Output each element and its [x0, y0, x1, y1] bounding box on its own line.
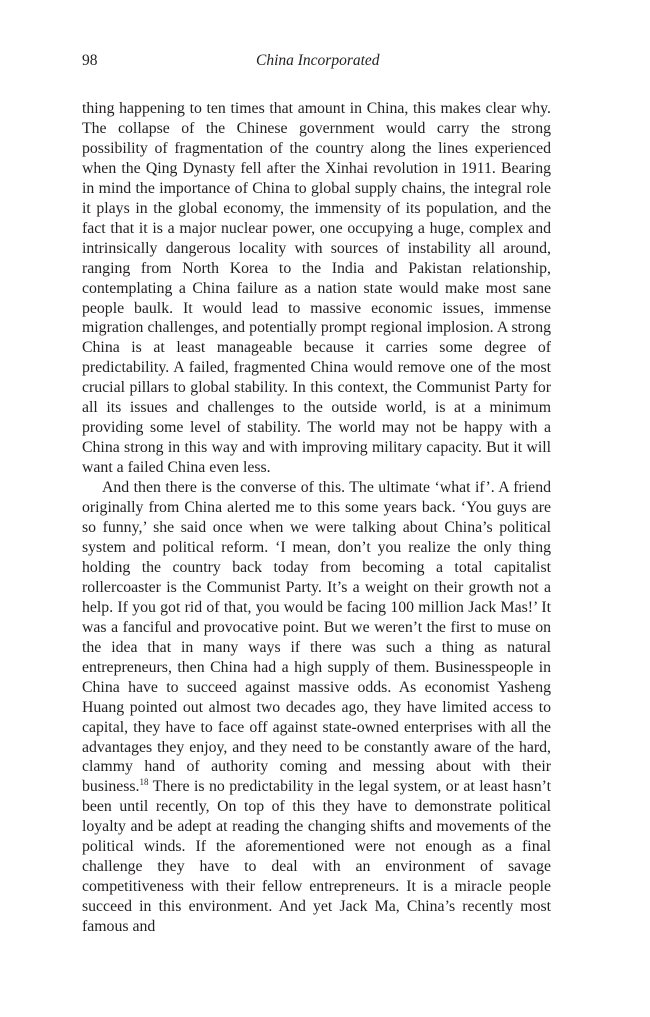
running-title: China Incorporated: [256, 52, 380, 69]
footnote-reference: 18: [139, 777, 149, 788]
paragraph-text: And then there is the converse of this. The ultimate ‘what if’. A friend originally from China alerted me to this some years back. ‘You guys are so funny,’ she said once when we were talking about China’s political system and political reform. ‘I mean, don’t you realize the only thing holding the country back today from becoming a total capitalist rollercoaster is the Communist Party. It’s a weight on their growth not a help. If you got rid of that, you would be facing 100 million Jack Mas!’ It was a fanciful and provocative point. But we weren’t the first to muse on the idea that in many ways if there was such a thing as natural entrepreneurs, then China had a high supply of them. Businesspeople in China have to succeed against massive odds. As economist Yasheng Huang pointed out almost two decades ago, they have limited access to capital, they have to face off against state-owned enterprises with all the advantages they enjoy, and they need to be constantly aware of the hard, clammy hand of authority coming and messing about with their business.: [82, 479, 551, 796]
page-header: [82, 52, 550, 74]
paragraph-text: There is no predictability in the legal system, or at least hasn’t been until recently, On top of this they have to demonstrate political loyalty and be adept at reading the changing shifts and movements of the political winds. If the aforementioned were not enough as a final challenge they have to deal with an environment of savage competitiveness with their fellow entrepreneurs. It is a miracle people succeed in this environment. And yet Jack Ma, China’s recently most famous and: [82, 778, 551, 936]
page-number: 98: [82, 52, 98, 69]
paragraph: thing happening to ten times that amount in China, this makes clear why. The collapse of the Chinese government would carry the strong possibility of fragmentation of the country along the lines experienced when the Qing Dynasty fell after the Xinhai revolution in 1911. Bearing in mind the importance of China to global supply chains, the integral role it plays in the global economy, the immensity of its population, and the fact that it is a major nuclear power, one occupying a huge, complex and intrinsically dangerous locality with sources of instability all around, ranging from North Korea to the India and Pakistan relationship, contemplating a China failure as a nation state would make most sane people baulk. It would lead to massive economic issues, immense migration challenges, and potentially prompt regional implosion. A strong China is at least manageable because it carries some degree of predictability. A failed, fragmented China would remove one of the most crucial pillars to global stability. In this context, the Communist Party for all its issues and challenges to the outside world, is at a minimum providing some level of stability. The world may not be happy with a China strong in this way and with improving military capacity. But it will want a failed China even less.: [82, 100, 551, 477]
body-text: [82, 99, 551, 937]
paragraph: [82, 478, 551, 937]
